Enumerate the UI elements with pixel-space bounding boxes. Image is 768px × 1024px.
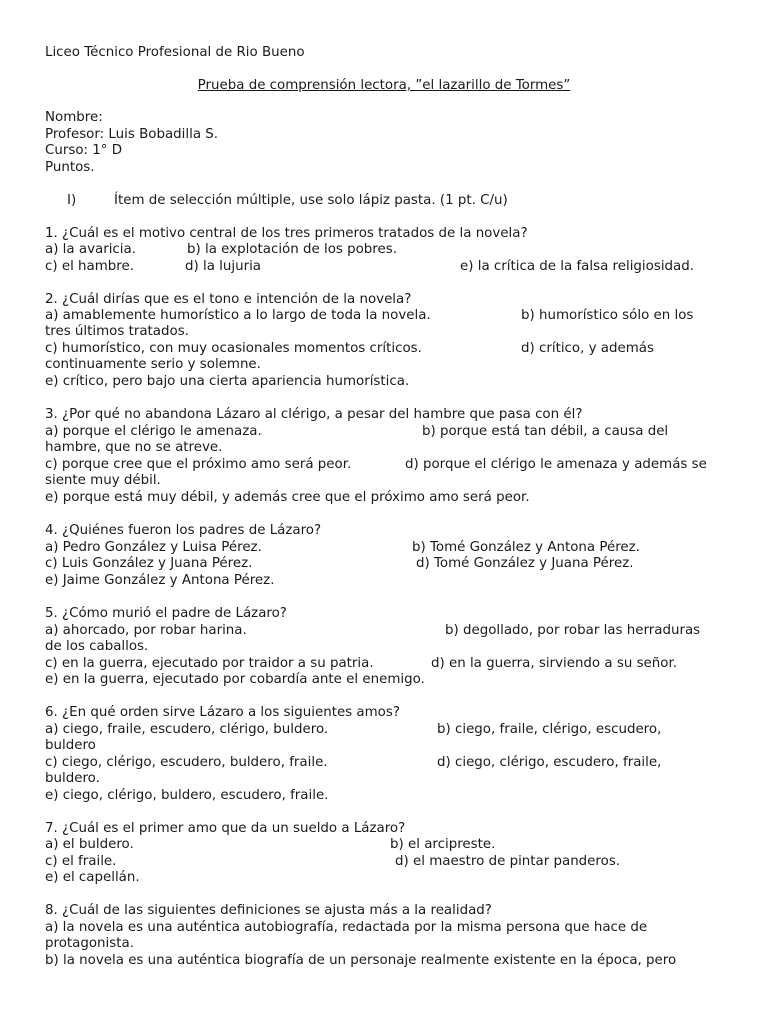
section-number: I) [67,193,77,208]
q3-option-d: d) porque el clérigo le amenaza y además se [405,457,707,472]
q1-option-d: d) la lujuria [185,259,262,274]
q3-option-b: b) porque está tan débil, a causa del [422,424,669,439]
q2-option-b: b) humorístico sólo en los [521,308,694,323]
q6-option-b: b) ciego, fraile, clérigo, escudero, [437,722,662,737]
q6-option-d: d) ciego, clérigo, escudero, fraile, [437,755,662,770]
q6-option-c: c) ciego, clérigo, escudero, buldero, fraile. [45,755,328,770]
q5-option-d: d) en la guerra, sirviendo a su señor. [431,656,677,671]
section-instruction: Ítem de selección múltiple, use solo lápiz pasta. (1 pt. C/u) [114,193,508,208]
q5-option-c: c) en la guerra, ejecutado por traidor a su patria. [45,656,374,671]
q5-option-a: a) ahorcado, por robar harina. [45,623,247,638]
q1-option-a: a) la avaricia. [45,242,136,257]
q7-option-c: c) el fraile. [45,854,117,869]
q7-option-b: b) el arcipreste. [390,837,496,852]
q4-option-c: c) Luis González y Juana Pérez. [45,556,253,571]
q4-option-a: a) Pedro González y Luisa Pérez. [45,540,262,555]
q1-option-e: e) la crítica de la falsa religiosidad. [460,259,695,274]
q3-option-a: a) porque el clérigo le amenaza. [45,424,262,439]
document-page: Liceo Técnico Profesional de Rio Bueno Prueba de comprensión lectora, ”el lazarillo de Tormes” Nombre: Profesor: Luis Bobadilla S. Curso: 1° D Puntos. I) Ítem de selección múltiple, use solo lápiz pasta. (1 pt. C/u) 1. ¿Cuál es el motivo central de los tres primeros tratados de la novela? a) la avaricia. b) la explotación de los pobres. c) el hambre. d) la lujuria e) la crítica de la falsa religiosidad. 2. ¿Cuál dirías que es el tono e intención de la novela? a) amablemente humorístico a lo largo de toda la novela. b) humorístico sólo en los tres últimos tratados. c) humorístico, con muy ocasionales momentos críticos. d) crítico, y además continuamente serio y solemne. e) crítico, pero bajo una cierta apariencia humorística. 3. ¿Por qué no abandona Lázaro al clérigo, a pesar del hambre que pasa con él? a) porque el clérigo le amenaza. b) porque está tan débil, a causa del hambre, que no se atreve. c) porque cree que el próximo amo será peor. d) porque el clérigo le amenaza y además se siente muy débil. e) porque está muy débil, y además cree que el próximo amo será peor. 4. ¿Quiénes fueron los padres de Lázaro? a) Pedro González y Luisa Pérez. b) Tomé González y Antona Pérez. c) Luis González y Juana Pérez. d) Tomé González y Juana Pérez. e) Jaime González y Antona Pérez. 5. ¿Cómo murió el padre de Lázaro? a) ahorcado, por robar harina. b) degollado, por robar las herraduras de los caballos. c) en la guerra, ejecutado por traidor a su patria. d) en la guerra, sirviendo a su señor. e) en la guerra, ejecutado por cobardía ante el enemigo. 6. ¿En qué orden sirve Lázaro a los siguientes amos? a) ciego, fraile, escudero, clérigo, buldero. b) ciego, fraile, clérigo, escudero, buldero c) ciego, clérigo, escudero, buldero, fraile. d) ciego, clérigo, escudero, fraile, buldero. e) ciego, clérigo, buldero, escudero, fraile. 7. ¿Cuál es el primer amo que da un sueldo a Lázaro? a) el buldero. b) el arcipreste. c) el fraile. d) el maestro de pintar panderos. e) el capellán. 8. ¿Cuál de las siguientes definiciones se ajusta más a la realidad? a) la novela es una auténtica autobiografía, redactada por la misma persona que hace de protagonista. b) la novela es una auténtica biografía de un personaje realmente existente en la época, pero [0,0,768,1024]
q3-option-c: c) porque cree que el próximo amo será peor. [45,457,352,472]
q6-option-a: a) ciego, fraile, escudero, clérigo, buldero. [45,722,329,737]
q4-option-b: b) Tomé González y Antona Pérez. [412,540,640,555]
q2-option-c: c) humorístico, con muy ocasionales momentos críticos. [45,341,422,356]
q5-option-b: b) degollado, por robar las herraduras [445,623,701,638]
test-title-text: Prueba de comprensión lectora, ”el lazarillo de Tormes” [197,78,571,93]
q4-option-d: d) Tomé González y Juana Pérez. [416,556,634,571]
q1-option-c: c) el hambre. [45,259,135,274]
q2-option-d: d) crítico, y además [521,341,654,356]
test-title [0,78,768,95]
q7-option-d: d) el maestro de pintar panderos. [395,854,621,869]
q1-option-b: b) la explotación de los pobres. [187,242,397,257]
q7-option-a: a) el buldero. [45,837,134,852]
q2-option-a: a) amablemente humorístico a lo largo de toda la novela. [45,308,431,323]
